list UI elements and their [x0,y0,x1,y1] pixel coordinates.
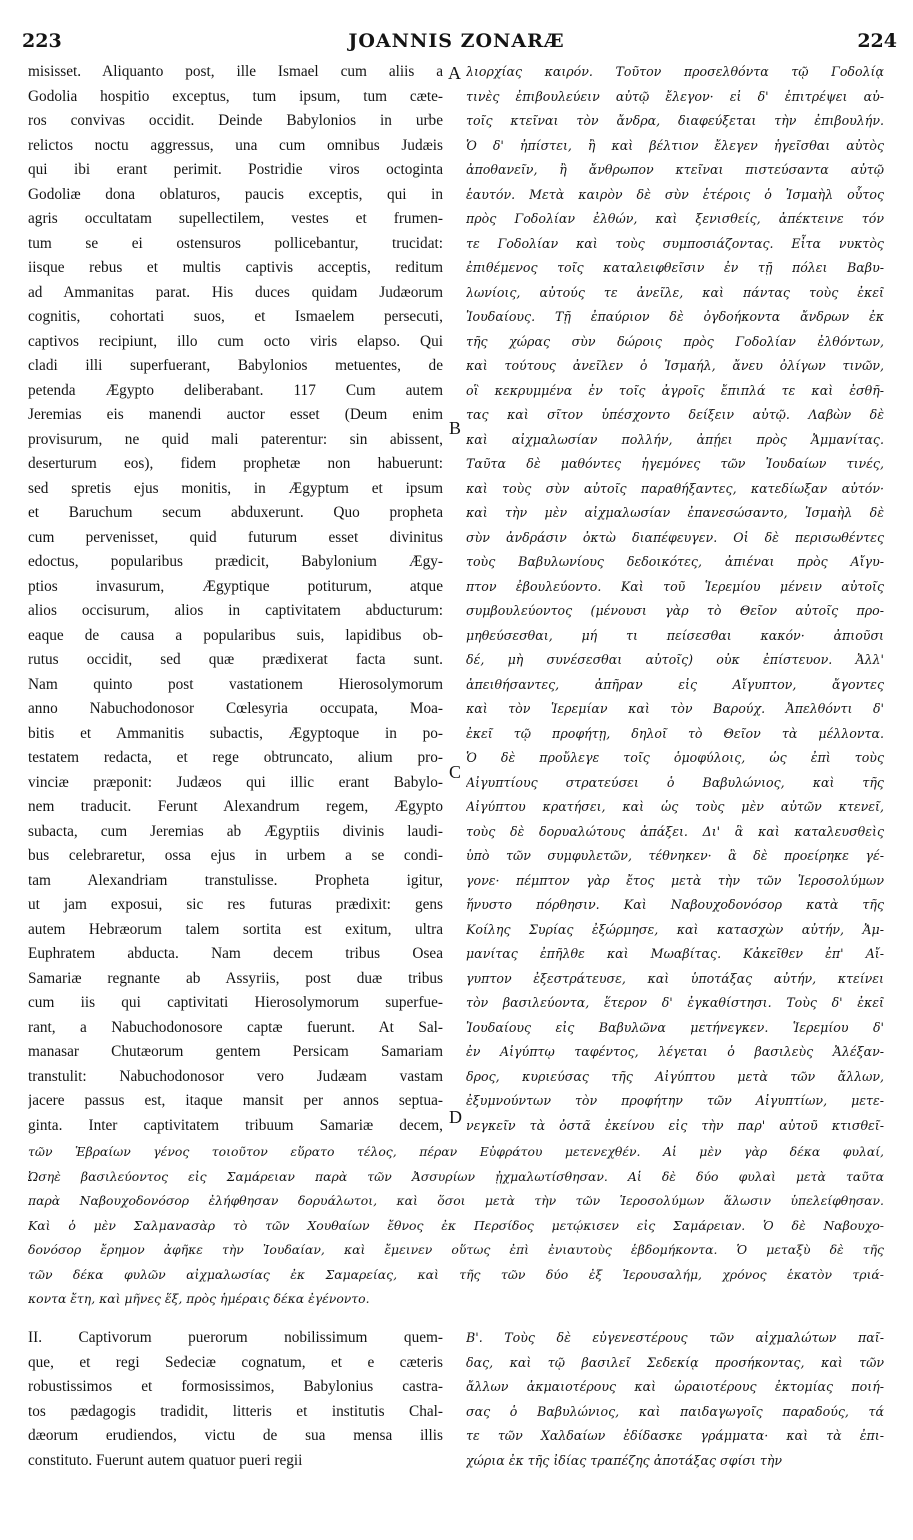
text-line: petenda Ægypto deliberabant. 117 Cum autem [28,381,443,399]
text-line: agris occultatam supellectilem, vestes et frumen- [28,210,443,227]
latin-column-top [28,60,443,1140]
text-line: qui ibi erant perimit. Postridie viros octoginta [28,161,443,178]
text-line: deserturum eos), fidem prophetæ non habuerunt: [28,455,443,472]
text-line: Nam quinto post vastationem Hierosolymorum [28,675,443,693]
text-line: πτον ἐβουλεύοντο. Καὶ τοῦ Ἱερεμίου μένειν αὐτοῖς [466,578,884,594]
text-line: Jeremias eis manendi auctor esset (Deum enim [28,406,443,423]
text-line: καὶ τὴν μὲν αἰχμαλωσίαν ἐπανεσώσαντο, Ἰσμαὴλ δὲ [466,505,884,520]
text-line: γονε· πέμπτον γὰρ ἔτος μετὰ τὴν τῶν Ἱεροσολύμων [466,872,884,888]
text-line: Samariæ regnante ab Assyriis, post duæ tribus [28,969,443,987]
text-line: κοντα ἔτη, καὶ μῆνες ἕξ, πρὸς ἡμέραις δέκα ἐγένοντο. [28,1291,370,1306]
margin-marker-c: C [449,762,462,782]
text-line: rant, a Nabuchodonosore captæ fuerunt. At Sal- [28,1018,443,1036]
text-line: Ἰουδαίους εἰς Βαβυλῶνα μετήνεγκεν. Ἱερεμίου δ' [466,1019,884,1035]
text-line: captivos recipiunt, illo cum octo viris elapso. Qui [28,332,443,350]
text-line: ut jam exposui, sic res futuras prædixit: gens [28,896,443,913]
text-line: que, et regi Sedeciæ cognatum, et e cæteris [28,1353,443,1371]
text-line: ἥνυστο πόρθησιν. Καὶ Ναβουχοδονόσορ κατὰ τῆς [466,897,884,912]
text-line: jacere passus est, itaque mansit per annos septua- [28,1092,443,1109]
text-line: συμβουλεύοντος (μένουσι γὰρ τὸ Θεῖον αὐτοῖς προ- [466,603,884,618]
text-line: Αἰγυπτίους στρατεύσει ὁ Βαβυλώνιος, καὶ τῆς [466,774,884,790]
text-line: Καὶ ὁ μὲν Σαλμανασὰρ τὸ τῶν Χουθαίων ἔθνος ἐκ Περσίδος μετῴκισεν εἰς Σαμάρειαν. Ὁ δὲ Ναβουχο- [28,1217,884,1233]
text-line: Ὠσηὲ βασιλεύοντος εἰς Σαμάρειαν παρὰ τῶν Ἀσσυρίων ᾐχμαλωτίσθησαν. Αἱ δὲ δύο φυλαὶ μετὰ ταῦτα [28,1168,884,1184]
text-line: Αἰγύπτου κρατήσει, καὶ ὡς τοὺς μὲν αὐτῶν κτενεῖ, [466,799,884,814]
text-line: ἐκεῖ τῷ προφήτῃ, δηλοῖ τὸ Θεῖον τὰ μέλλοντα. [466,725,884,741]
text-line: Β'. Τοὺς δὲ εὐγενεστέρους τῶν αἰχμαλώτων παῖ- [466,1330,884,1345]
text-line: Ὁ δ' ἠπίστει, ἢ καὶ βέλτιον ἔλεγεν ἡγεῖσθαι αὐτὸς [466,137,884,153]
text-line: relictos noctu aggressus, una cum omnibus Judæis [28,136,443,154]
text-line: ptios invasurum, Ægyptique potiturum, atque [28,577,443,595]
text-line: τοὺς δὲ δορυαλώτους ἀπάξει. Δι' ἃ καὶ καταλευσθεὶς [466,823,884,839]
text-line: vinciæ præponit: Judæos qui illic erant Babylo- [28,773,443,791]
text-line: robustissimos et formosissimos, Babylonius castra- [28,1378,443,1395]
text-line: λωνίοις, αὐτούς τε ἀνεῖλε, καὶ πάντας τοὺς ἐκεῖ [466,284,884,300]
text-line: τινὲς ἐπιβουλεύειν αὐτῷ ἔλεγον· εἰ δ' ἐπιτρέψει αὐ- [466,88,884,104]
text-line: τε τῶν Χαλδαίων ἐδίδασκε γράμματα· καὶ τὰ ἐπι- [466,1428,884,1443]
text-line: iisque rebus et multis captivis acceptis, reditum [28,259,443,276]
text-line: cum iis qui captivitati Hierosolymorum superfue- [28,994,443,1011]
text-line: autem Hebræorum talem sortita est exitum, ultra [28,920,443,938]
text-line: γυπτον ἐξεστράτευσε, καὶ ὑποτάξας αὐτήν, κτείνει [466,970,884,986]
text-line: subacta, cum Jeremias ab Ægyptiis divinis laudi- [28,822,443,840]
text-line: ros convivas occidit. Deinde Babylonios in urbe [28,112,443,129]
text-line: τῶν Ἑβραίων γένος τοιοῦτον εὕρατο τέλος, πέραν Εὐφράτου μετενεχθέν. Αἱ μὲν γὰρ δέκα φυλαί, [28,1144,884,1159]
text-line: τὸν βασιλεύοντα, ἕτερον δ' ἐγκαθίστησι. Τοὺς δ' ἐκεῖ [466,995,884,1010]
text-line: misisset. Aliquanto post, ille Ismael cum aliis a [28,63,443,80]
text-line: ἐπιθέμενος τοῖς καταλειφθεῖσιν ἐν τῇ πόλει Βαβυ- [466,260,884,275]
text-line: cladi illi superfuerant, Babylonios metuentes, de [28,357,443,374]
text-line: τε Γοδολίαν καὶ τοὺς συμποσιάζοντας. Εἶτα νυκτὸς [466,235,884,251]
page-number-right: 224 [857,30,897,52]
text-line: tos pædagogis tradidit, litteris et institutis Chal- [28,1402,443,1420]
text-line: καὶ τὸν Ἱερεμίαν καὶ τὸν Βαρούχ. Ἀπελθόντι δ' [466,701,884,716]
text-line: ἐν Αἰγύπτῳ ταφέντος, λέγεται ὁ βασιλεὺς Ἀλέξαν- [466,1044,884,1059]
text-line: τῶν δέκα φυλῶν αἰχμαλωσίας ἐκ Σαμαρείας, καὶ τῆς τῶν δύο ἐξ Ἱερουσαλήμ, χρόνος ἑκατὸν τριά- [28,1266,884,1282]
text-line: et Baruchum secum abduxerunt. Quo propheta [28,504,443,521]
text-line: bitis et Ammanitis subactis, Ægyptoque in po- [28,724,443,742]
margin-marker-d: D [449,1107,462,1127]
text-line: II. Captivorum puerorum nobilissimum quem- [28,1329,443,1346]
text-line: nem traducit. Ferunt Alexandrum regem, Ægypto [28,798,443,815]
text-line: sed spretis ejus monitis, in Ægyptum et ipsum [28,479,443,497]
page-number-left: 223 [22,30,62,52]
text-line: Euphratem abducta. Nam decem tribus Osea [28,945,443,962]
text-line: ἑαυτόν. Μετὰ καιρὸν δὲ σὺν ἑτέροις ὁ Ἰσμαὴλ οὗτος [466,186,884,202]
text-line: ἀποθανεῖν, ἢ ἄνθρωπον κτεῖναι πιστεύσαντα αὐτῷ [466,162,884,177]
text-line: Ταῦτα δὲ μαθόντες ἡγεμόνες τῶν Ἰουδαίων τινές, [466,456,884,471]
text-line: provisurum, ne quid mali paterentur: sin abissent, [28,430,443,448]
text-line: καὶ τούτους ἀνεῖλεν ὁ Ἰσμαήλ, ἄνευ ὀλίγων τινῶν, [466,358,884,373]
text-line: rutus occidit, sed quæ prædixerat facta sunt. [28,651,443,668]
latin-column-bottom [28,1326,443,1501]
text-line: τοῖς κτεῖναι τὸν ἄνδρα, διαφεύξεται τὴν ἐπιβουλήν. [466,113,884,128]
text-line: δρος, κυριεύσας τῆς Αἰγύπτου μετὰ τῶν ἄλλων, [466,1068,884,1084]
text-line: χώρια ἐκ τῆς ἰδίας τραπέζης ἀποτάξας σφίσι τὴν [466,1452,783,1468]
text-line: σας ὁ Βαβυλώνιος, καὶ παιδαγωγοῖς παραδούς, τά [466,1403,884,1419]
text-line: tum se ei ostensuros pollicebantur, trucidat: [28,234,443,252]
text-line: παρὰ Ναβουχοδονόσορ ἐλήφθησαν δορυάλωτοι, καὶ ὅσοι μετὰ τὴν τῶν Ἱεροσολύμων ἅλωσιν ὑπελείφθησαν. [28,1193,884,1208]
text-line: ἄλλων ἀκμαιοτέρους καὶ ὡραιοτέρους ἐκτομίας ποιή- [466,1379,884,1394]
text-line: τας καὶ σῖτον ὑπέσχοντο δείξειν αὐτῷ. Λαβὼν δὲ [466,407,884,422]
text-line: ἀπειθήσαντες, ἀπῆραν εἰς Αἴγυπτον, ἄγοντες [466,676,884,692]
text-line: tam Alexandriam transtulisse. Propheta igitur, [28,871,443,889]
text-line: ginta. Inter captivitatem tribuum Samariæ decem, [28,1116,443,1134]
text-line: edoctus, popularibus prædicit, Babylonium Ægy- [28,553,443,570]
text-line: Godoliæ dona oblaturos, paucis exceptis, qui in [28,185,443,203]
text-line: ὑπὸ τῶν συμφυλετῶν, τέθνηκεν· ἃ δὲ προείρηκε γέ- [466,848,884,863]
text-line: bus celebraretur, ossa ejus in urbem a se condi- [28,847,443,864]
text-line: ἐξυμνούντων τὸν προφήτην τῶν Αἰγυπτίων, μετε- [466,1093,884,1108]
running-title: JOANNIS ZONARÆ [348,30,565,52]
text-line: σὺν ἀνδράσιν ὀκτὼ διαπέφευγεν. Οἱ δὲ περισωθέντες [466,529,884,545]
text-line: Κοίλης Συρίας ἐξώρμησε, καὶ κατασχὼν αὐτήν, Ἀμ- [466,921,884,937]
margin-marker-a: A [448,63,461,83]
text-line: dæorum erudiendos, victu de sua mensa illis [28,1427,443,1444]
margin-marker-b: B [449,418,462,438]
greek-column-top [466,60,884,1140]
text-line: constituto. Fuerunt autem quatuor pueri regii [28,1451,303,1469]
text-line: τῆς χώρας σὺν δώροις πρὸς Γοδολίαν ἐλθόντων, [466,333,884,349]
text-line: testatem redacta, et rege obtruncato, alium pro- [28,749,443,766]
text-line: πρὸς Γοδολίαν ἐλθών, καὶ ξενισθείς, ἀπέκτεινε τόν [466,211,884,226]
text-line: καὶ τοὺς σὺν αὐτοῖς παραθήξαντες, κατεδίωξαν αὐτόν· [466,480,884,496]
text-line: Godolia hospitio exceptus, tum ipsum, tum cæte- [28,87,443,105]
text-line: νεγκεῖν τὰ ὀστᾶ ἐκείνου εἰς τὴν παρ' αὐτοῦ κτισθεῖ- [466,1117,884,1133]
text-line: οἳ κεκρυμμένα ἐν τοῖς ἀγροῖς ἔπιπλά τε καὶ ἐσθῆ- [466,382,884,398]
text-line: δονόσορ ἔρημον ἀφῆκε τὴν Ἰουδαίαν, καὶ ἔμεινεν οὕτως ἐπὶ ἐνιαυτοὺς ἑβδομήκοντα. Ὁ μεταξὺ δὲ τῆς [28,1242,884,1257]
text-line: λιορχίας καιρόν. Τοῦτον προσελθόντα τῷ Γοδολίᾳ [466,64,884,79]
text-line: Ὁ δὲ προὔλεγε τοῖς ὁμοφύλοις, ὡς ἐπὶ τοὺς [466,750,884,765]
text-line: cognitis, cohortati suos, et Ismaelem persecuti, [28,308,443,325]
text-line: manasar Chutæorum gentem Persicam Samariam [28,1043,443,1060]
text-line: δας, καὶ τῷ βασιλεῖ Σεδεκίᾳ προσήκοντας, καὶ τῶν [466,1354,884,1370]
text-line: transtulit: Nabuchodonosor vero Judæam vastam [28,1067,443,1085]
page-header [0,0,913,58]
text-line: μανίτας ἐπῆλθε καὶ Μωαβίτας. Κἀκεῖθεν ἐπ' Αἴ- [466,946,884,961]
text-line: Ἰουδαίους. Τῇ ἐπαύριον δὲ ὀγδοήκοντα ἄνδρων ἐκ [466,309,884,324]
text-line: καὶ αἰχμαλωσίαν πολλήν, ἀπῄει πρὸς Ἀμμανίτας. [466,431,884,447]
text-line: eaque de causa a popularibus suis, lapidibus ob- [28,626,443,644]
text-line: alios occisurum, alios in captivitatem abducturum: [28,602,443,619]
text-line: cum pervenisset, quid futurum esset divinitus [28,528,443,546]
greek-full-width-paragraph [28,1140,884,1320]
text-line: μηθεύσεσθαι, μή τι πείσεσθαι κακόν· ἀπιοῦσι [466,627,884,643]
text-line: τοὺς Βαβυλωνίους δεδοικότες, ἀπιέναι πρὸς Αἴγυ- [466,554,884,569]
text-line: anno Nabuchodonosor Cœlesyria occupata, Moa- [28,700,443,717]
text-line: δέ, μὴ συνέσεσθαι αὐτοῖς) οὐκ ἐπίστευον. Ἀλλ' [466,652,884,667]
text-line: ad Ammanitas parat. His duces quidam Judæorum [28,283,443,301]
greek-column-bottom [466,1326,884,1501]
